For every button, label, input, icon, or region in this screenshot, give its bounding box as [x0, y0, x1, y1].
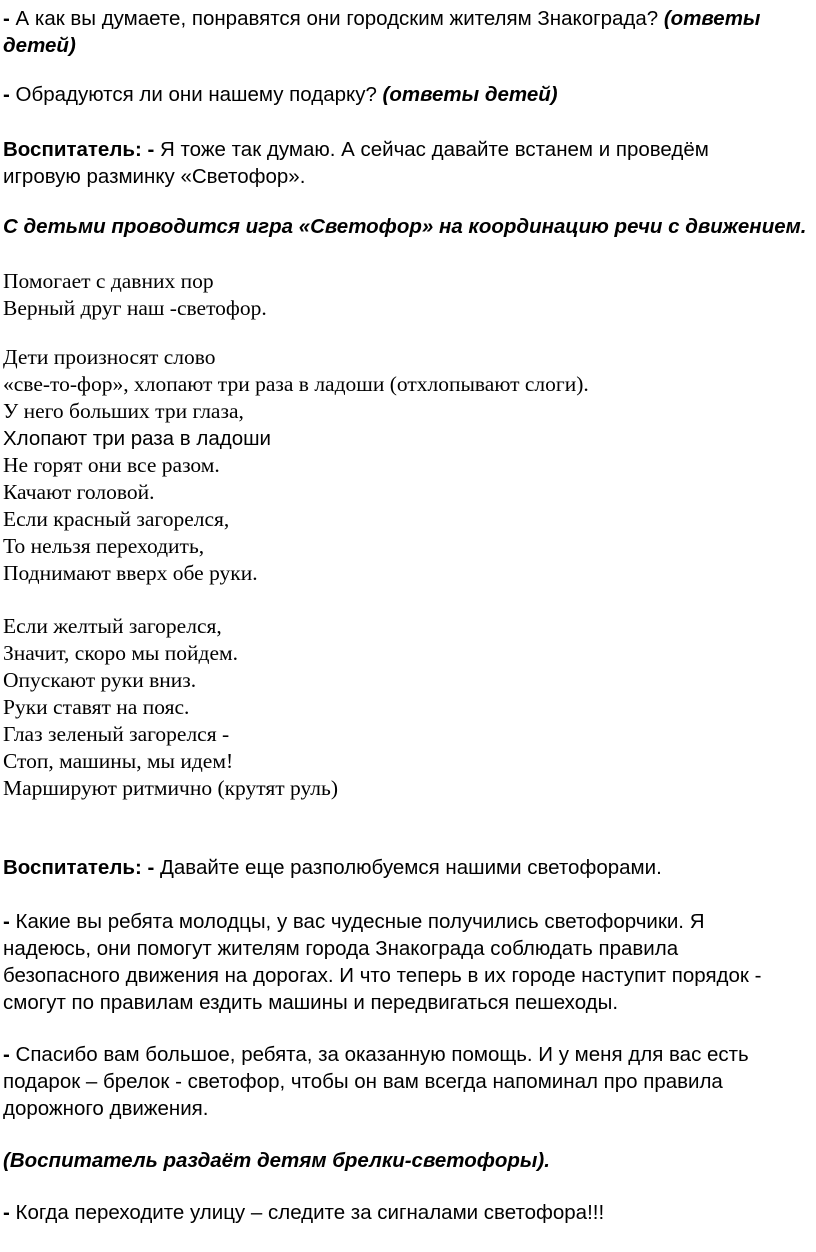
closing-line — [3, 1199, 604, 1226]
poem-line: Хлопают три раза в ладоши — [3, 427, 271, 450]
poem-line: Стоп, машины, мы идем! — [3, 749, 234, 773]
dash: - — [3, 910, 16, 933]
dash: - — [3, 83, 16, 106]
thanks-text-cont: дорожного движения. — [3, 1097, 209, 1120]
thanks-line — [3, 1041, 749, 1068]
poem-line: У него больших три глаза, — [3, 399, 244, 423]
speaker-label: Воспитатель: - — [3, 856, 160, 879]
question-text: А как вы думаете, понравятся они городским жителям Знакограда? — [15, 7, 664, 30]
question-line — [3, 81, 558, 108]
poem-line: Глаз зеленый загорелся - — [3, 722, 230, 746]
poem-line: Поднимают вверх обе руки. — [3, 561, 258, 585]
praise-text-cont: безопасного движения на дорогах. И что теперь в их городе наступит порядок - — [3, 964, 762, 987]
teacher-text: Я тоже так думаю. А сейчас давайте встанем и проведём — [160, 138, 709, 161]
speaker-label: Воспитатель: - — [3, 138, 160, 161]
poem-line: То нельзя переходить, — [3, 534, 205, 558]
poem-line: Значит, скоро мы пойдем. — [3, 641, 238, 665]
praise-text-cont: надеюсь, они помогут жителям города Знакограда соблюдать правила — [3, 937, 679, 960]
poem-line: Если красный загорелся, — [3, 507, 230, 531]
poem-line: Руки ставят на пояс. — [3, 695, 190, 719]
teacher-text-cont: игровую разминку «Светофор». — [3, 165, 306, 188]
children-answer-note: (ответы — [663, 7, 761, 30]
teacher-action-note: (Воспитатель раздаёт детям брелки-светофоры). — [3, 1149, 550, 1172]
dash: - — [3, 1043, 16, 1066]
thanks-text-cont: подарок – брелок - светофор, чтобы он вам всегда напоминал про правила — [3, 1070, 723, 1093]
dash: - — [3, 1201, 16, 1224]
poem-line: Маршируют ритмично (крутят руль) — [3, 776, 339, 800]
game-instruction: С детьми проводится игра «Светофор» на координацию речи с движением. — [3, 215, 807, 238]
question-text: Обрадуются ли они нашему подарку? — [15, 83, 383, 106]
praise-text: Какие вы ребята молодцы, у вас чудесные получились светофорчики. Я — [15, 910, 705, 933]
poem-line: Качают головой. — [3, 480, 155, 504]
poem-line: Дети произносят слово — [3, 345, 216, 369]
poem-line: Опускают руки вниз. — [3, 668, 197, 692]
teacher-line — [3, 136, 709, 163]
poem-line: Верный друг наш -светофор. — [3, 296, 267, 320]
question-line — [3, 5, 760, 32]
teacher-line — [3, 854, 662, 881]
praise-line — [3, 908, 705, 935]
teacher-text: Давайте еще разполюбуемся нашими светофорами. — [160, 856, 662, 879]
poem-line: Если желтый загорелся, — [3, 614, 222, 638]
closing-text: Когда переходите улицу – следите за сигналами светофора!!! — [15, 1201, 605, 1224]
children-answer-note: (ответы детей) — [382, 83, 558, 106]
poem-line: «све-то-фор», хлопают три раза в ладоши (отхлопывают слоги). — [3, 372, 589, 396]
poem-line: Не горят они все разом. — [3, 453, 220, 477]
children-answer-note-cont: детей) — [3, 34, 76, 57]
poem-line: Помогает с давних пор — [3, 269, 214, 293]
dash: - — [3, 7, 16, 30]
praise-text-cont: смогут по правилам ездить машины и передвигаться пешеходы. — [3, 991, 619, 1014]
thanks-text: Спасибо вам большое, ребята, за оказанную помощь. И у меня для вас есть — [15, 1043, 749, 1066]
